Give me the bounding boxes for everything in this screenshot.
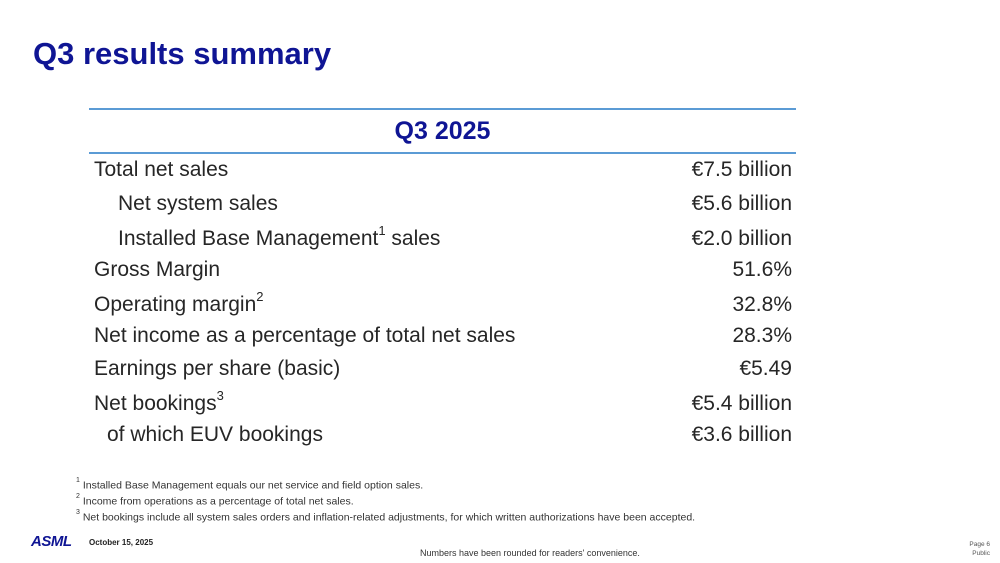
- row-label: Net bookings$^3$: [94, 388, 224, 415]
- row-label: Gross Margin: [94, 258, 221, 281]
- row-value: €3.6 billion: [691, 423, 792, 446]
- row-label: Installed Base Management$^1$ sales: [118, 223, 441, 250]
- row-value: 28.3%: [732, 324, 792, 347]
- row-label: Net system sales: [118, 192, 278, 215]
- page-number: Page 6: [969, 541, 990, 548]
- table-row: [89, 258, 796, 291]
- table-row: [89, 291, 796, 324]
- footnote: $^2$ Income from operations as a percentage of total net sales.: [76, 493, 354, 508]
- row-value: 51.6%: [732, 258, 792, 281]
- row-label: Net income as a percentage of total net sales: [94, 324, 516, 347]
- row-value: €5.49: [739, 357, 792, 380]
- rounding-note: Numbers have been rounded for readers' convenience.: [420, 548, 640, 558]
- results-table: [89, 108, 796, 456]
- table-row: [89, 324, 796, 357]
- table-row: [89, 357, 796, 390]
- row-label: of which EUV bookings: [107, 423, 323, 446]
- row-label: Operating margin$^2$: [94, 289, 264, 316]
- table-row: [89, 192, 796, 225]
- table-row: [89, 390, 796, 423]
- column-header: Q3 2025: [394, 116, 491, 145]
- page-info: [969, 540, 990, 558]
- footnote-ref: 2: [256, 289, 264, 304]
- row-value: €5.4 billion: [691, 392, 792, 415]
- row-value: €5.6 billion: [691, 192, 792, 215]
- row-label: Total net sales: [94, 158, 229, 181]
- footnotes: [76, 476, 695, 524]
- footnote-ref: 1: [378, 223, 386, 238]
- footer-date: October 15, 2025: [89, 538, 154, 547]
- footnote: $^1$ Installed Base Management equals our net service and field option sales.: [76, 477, 424, 492]
- row-value: €2.0 billion: [691, 227, 792, 250]
- footnote-ref: 3: [216, 388, 224, 403]
- classification-label: Public: [972, 550, 990, 557]
- row-value: €7.5 billion: [691, 158, 792, 181]
- asml-logo: ASML: [31, 533, 72, 550]
- footnote: $^3$ Net bookings include all system sales orders and inflation-related adjustments, for which written authorizations have been accepted.: [76, 509, 696, 524]
- row-value: 32.8%: [732, 293, 792, 316]
- table-row: [89, 158, 796, 192]
- table-header-rule: [89, 152, 796, 154]
- table-row: [89, 225, 796, 258]
- table-row: [89, 423, 796, 456]
- row-label: Earnings per share (basic): [94, 357, 341, 380]
- slide-title: Q3 results summary: [33, 36, 332, 71]
